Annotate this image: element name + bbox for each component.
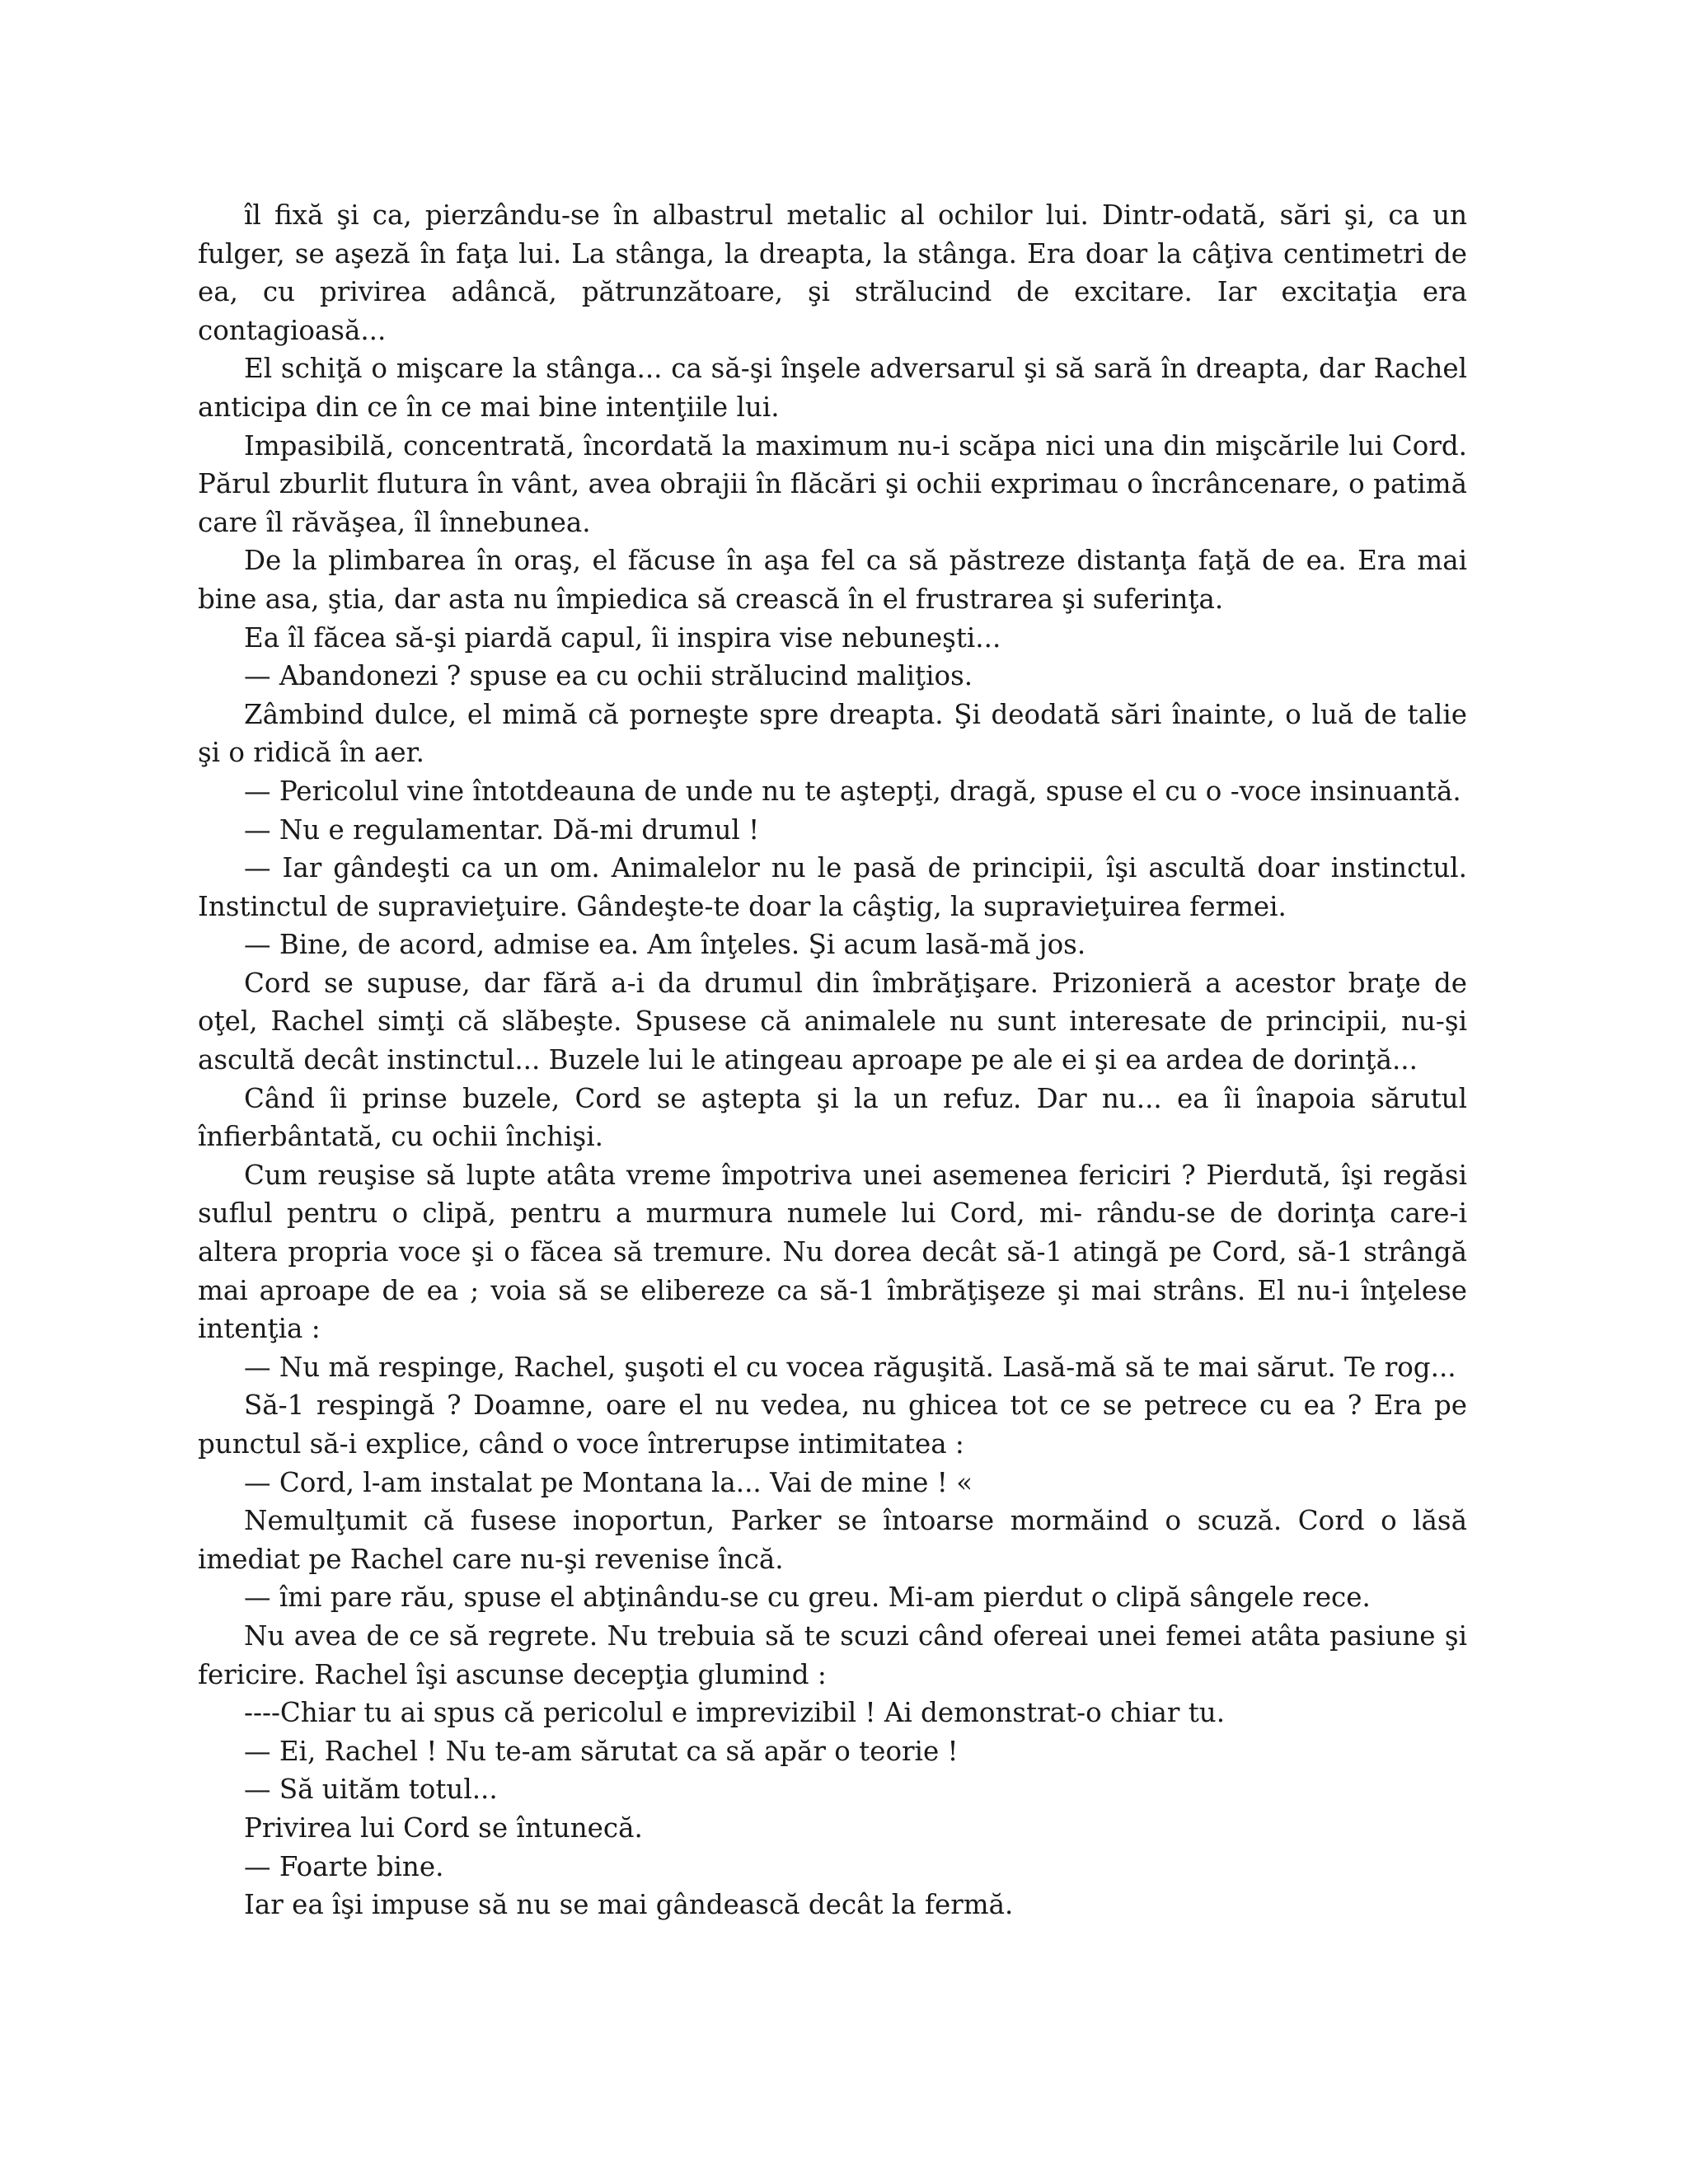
dialogue-line: — Nu mă respinge, Rachel, şuşoti el cu vocea răguşită. Lasă-mă să te mai sărut. Te rog... (244, 1351, 1456, 1383)
dialogue-line: — Foarte bine. (244, 1850, 444, 1882)
paragraph: Privirea lui Cord se întunecă. (244, 1811, 643, 1844)
paragraph: Cum reuşise să lupte atâta vreme împotriva unei asemenea fericiri ? Pierdută, îşi regăsi suflul pentru o clipă, pentru a murmura numele lui Cord, mi- rându-se de dorinţa care-i altera propria voce şi o făcea să tremure. Nu dorea decât să-1 atingă pe Cord, să-1 strângă mai aproape de ea ; voia să se elibereze ca să-1 îmbrăţişeze şi mai strâns. El nu-i înţelese intenţia : (198, 1159, 1467, 1345)
paragraph: Zâmbind dulce, el mimă că porneşte spre dreapta. Şi deodată sări înainte, o luă de talie şi o ridică în aer. (198, 698, 1467, 769)
dialogue-line: ----Chiar tu ai spus că pericolul e imprevizibil ! Ai demonstrat-o chiar tu. (244, 1697, 1226, 1729)
paragraph: El schiţă o mişcare la stânga... ca să-şi înşele adversarul şi să sară în dreapta, dar Rachel anticipa din ce în ce mai bine intenţiile lui. (198, 353, 1467, 423)
book-page-text (198, 196, 1467, 1924)
paragraph: De la plimbarea în oraş, el făcuse în aşa fel ca să păstreze distanţa faţă de ea. Era mai bine asa, ştia, dar asta nu împiedica să crească în el frustrarea şi suferinţa. (198, 545, 1467, 615)
dialogue-line: — îmi pare rău, spuse el abţinându-se cu greu. Mi-am pierdut o clipă sângele rece. (244, 1582, 1371, 1614)
paragraph: Iar ea îşi impuse să nu se mai gândească decât la fermă. (244, 1889, 1014, 1921)
paragraph: Să-1 respingă ? Doamne, oare el nu vedea, nu ghicea tot ce se petrece cu ea ? Era pe punctul să-i explice, când o voce întrerupse intimitatea : (198, 1390, 1467, 1460)
dialogue-line: — Cord, l-am instalat pe Montana la... Vai de mine ! « (244, 1466, 973, 1498)
dialogue-line: — Abandonezi ? spuse ea cu ochii strălucind maliţios. (244, 660, 973, 692)
paragraph: Nemulţumit că fusese inoportun, Parker se întoarse mormăind o scuză. Cord o lăsă imediat pe Rachel care nu-şi revenise încă. (198, 1505, 1467, 1575)
dialogue-line: — Ei, Rachel ! Nu te-am sărutat ca să apăr o teorie ! (244, 1735, 959, 1767)
dialogue-line: — Iar gândeşti ca un om. Animalelor nu le pasă de principii, îşi ascultă doar instinctul. Instinctul de supravieţuire. Gândeşte-te doar la câştig, la supravieţuirea fermei. (198, 852, 1467, 922)
paragraph: îl fixă şi ca, pierzându-se în albastrul metalic al ochilor lui. Dintr-odată, sări şi, ca un fulger, se aşeză în faţa lui. La stânga, la dreapta, la stânga. Era doar la câţiva centimetri de ea, cu privirea adâncă, pătrunzătoare, şi strălucind de excitare. Iar excitaţia era contagioasă... (198, 199, 1467, 346)
dialogue-line: — Pericolul vine întotdeauna de unde nu te aştepţi, dragă, spuse el cu o -voce insinuantă. (244, 775, 1461, 807)
dialogue-line: — Bine, de acord, admise ea. Am înţeles. Şi acum lasă-mă jos. (244, 929, 1086, 961)
paragraph: Nu avea de ce să regrete. Nu trebuia să te scuzi când ofereai unei femei atâta pasiune şi fericire. Rachel îşi ascunse decepţia glumind : (198, 1619, 1467, 1690)
paragraph: Când îi prinse buzele, Cord se aştepta şi la un refuz. Dar nu... ea îi înapoia sărutul înfierbântată, cu ochii închişi. (198, 1082, 1467, 1153)
paragraph: Ea îl făcea să-şi piardă capul, îi inspira vise nebuneşti... (244, 621, 1001, 654)
dialogue-line: — Nu e regulamentar. Dă-mi drumul ! (244, 813, 760, 846)
paragraph: Impasibilă, concentrată, încordată la maximum nu-i scăpa nici una din mişcările lui Cord. Părul zburlit flutura în vânt, avea obrajii în flăcări şi ochii exprimau o încrâncenare, o patimă care îl răvăşea, îl înnebunea. (198, 429, 1467, 538)
paragraph: Cord se supuse, dar fără a-i da drumul din îmbrăţişare. Prizonieră a acestor braţe de oţel, Rachel simţi că slăbeşte. Spusese că animalele nu sunt interesate de principii, nu-şi ascultă decât instinctul... Buzele lui le atingeau aproape pe ale ei şi ea ardea de dorinţă... (198, 967, 1467, 1076)
dialogue-line: — Să uităm totul... (244, 1774, 498, 1806)
